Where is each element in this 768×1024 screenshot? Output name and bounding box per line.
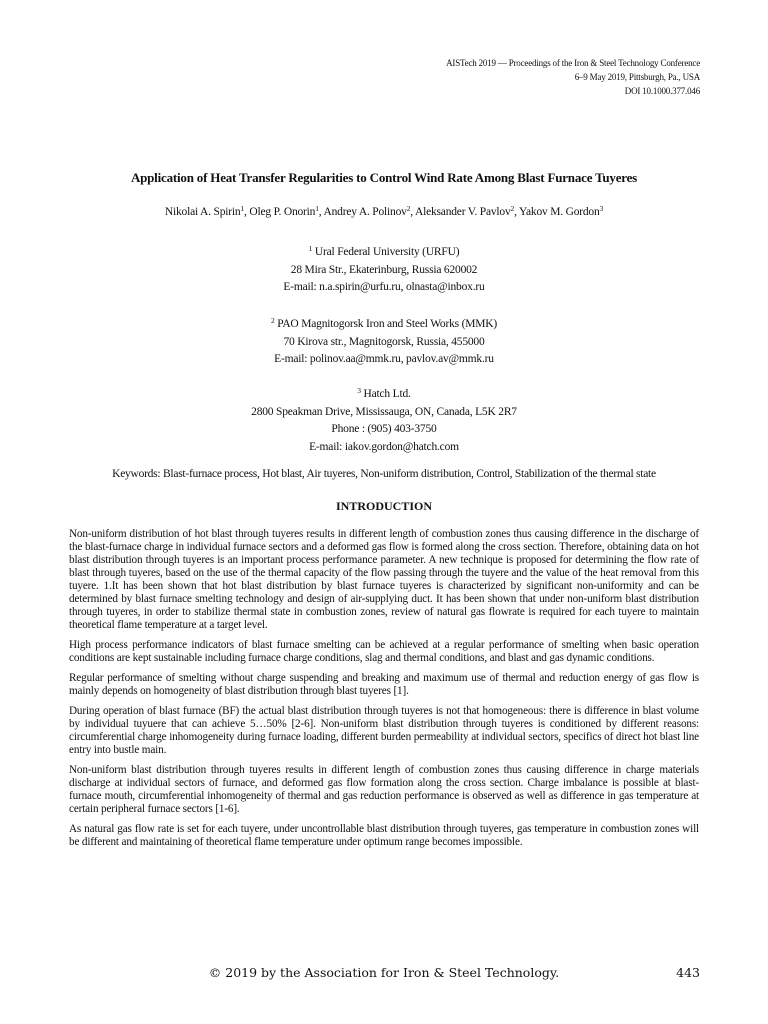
affiliation-address: 28 Mira Str., Ekaterinburg, Russia 620002 xyxy=(290,263,478,276)
paragraph: As natural gas flow rate is set for each tuyere, under uncontrollable blast distribution through tuyeres, gas temperature in combustion zones will be different and maintaining of theoretical flame temperature under optimum range becomes impossible. xyxy=(69,823,699,848)
paper-title: Application of Heat Transfer Regularities to Control Wind Rate Among Blast Furnace Tuyeres xyxy=(130,170,638,185)
paragraph: Regular performance of smelting without charge suspending and breaking and maximum use of thermal and reduction energy of gas flow is mainly depends on homogeneity of blast distribution through blast tuyeres [1]. xyxy=(69,672,699,697)
introduction-body xyxy=(69,528,699,856)
keywords: Keywords: Blast-furnace process, Hot blast, Air tuyeres, Non-uniform distribution, Control, Stabilization of the thermal state xyxy=(112,468,656,480)
affiliation-org: $^2$ PAO Magnitogorsk Iron and Steel Works (MMK) xyxy=(270,316,498,330)
conference-dates: 6–9 May 2019, Pittsburgh, Pa., USA xyxy=(574,72,700,82)
author: Yakov M. Gordon$^3$ xyxy=(519,204,604,218)
author: Nikolai A. Spirin$^1$, xyxy=(164,204,250,218)
affiliation-email: E-mail: polinov.aa@mmk.ru, pavlov.av@mmk.ru xyxy=(274,353,494,365)
paragraph: High process performance indicators of blast furnace smelting can be achieved at a regular performance of smelting when basic operation conditions are kept sustainable including furnace charge conditions, slag and thermal conditions, and blast and gas dynamic conditions. xyxy=(69,639,699,664)
section-heading-introduction: INTRODUCTION xyxy=(335,499,432,513)
affiliation-phone: Phone : (905) 403-3750 xyxy=(331,423,437,435)
conference-name: AISTech 2019 — Proceedings of the Iron & Steel Technology Conference xyxy=(446,58,700,68)
paragraph: Non-uniform distribution of hot blast through tuyeres results in different length of combustion zones thus causing difference in the discharge of the blast-furnace charge in individual furnace sectors and a deformed gas flow is formed along the cross section. Therefore, obtaining data on hot blast distribution through tuyeres is an important process performance parameter. A new technique is proposed for determining the flow rate of blast through tuyeres, based on the use of the thermal capacity of the flow passing through the tuyere and the value of the heat removal from this tuyere. 1.It has been shown that hot blast distribution by blast furnace tuyeres is characterized by significant non-uniformity and can be determined by blast furnace smelting technology and design of air-supplying duct. It has been shown that under non-uniform blast distribution through tuyeres, in order to stabilize thermal state in combustion zones, review of natural gas flowrate is required for each tuyere to maintain theoretical flame temperature at a target level. xyxy=(69,528,699,631)
author-list xyxy=(40,206,728,218)
affiliation-email: E-mail: iakov.gordon@hatch.com xyxy=(309,440,459,453)
affiliation-email: E-mail: n.a.spirin@urfu.ru, olnasta@inbox.ru xyxy=(283,281,485,293)
affiliation-1 xyxy=(40,244,728,297)
doi: DOI 10.1000.377.046 xyxy=(624,86,700,96)
affiliation-2 xyxy=(40,316,728,369)
affiliation-address: 70 Kirova str., Magnitogorsk, Russia, 455000 xyxy=(283,335,485,348)
author: Oleg P. Onorin$^1$, xyxy=(249,204,324,218)
paragraph: Non-uniform blast distribution through tuyeres results in different length of combustion zones thus causing difference in charge materials discharge at individual sectors of furnace, and deformed gas flow formation along the cross section. Charge imbalance is possible at blast-furnace mouth, circumferential inhomogeneity of thermal and gas reduction performance is observed as well as difference in gas temperature at certain peripheral furnace sectors [1-6]. xyxy=(69,764,699,815)
conference-header xyxy=(446,56,700,98)
paragraph: During operation of blast furnace (BF) the actual blast distribution through tuyeres is not that homogeneous: there is difference in blast volume by individual tuyuere that can achieve 5…50% [2-6]. Non-uniform blast distribution through tuyeres is conditioned by different reasons: circumferential charge inhomogeneity during furnace loading, different burden permeability at individual sectors, specifics of direct hot blast line entry into bustle main. xyxy=(69,705,699,756)
footer-copyright: © 2019 by the Association for Iron & Steel Technology. xyxy=(208,965,560,980)
affiliation-address: 2800 Speakman Drive, Mississauga, ON, Canada, L5K 2R7 xyxy=(251,405,517,418)
affiliation-org: $^3$ Hatch Ltd. xyxy=(357,386,411,400)
affiliation-3 xyxy=(40,386,728,456)
author: Andrey A. Polinov$^2$, xyxy=(323,204,415,218)
page-number: 443 xyxy=(676,965,700,980)
affiliation-org: $^1$ Ural Federal University (URFU) xyxy=(308,244,460,258)
author: Aleksander V. Pavlov$^2$, xyxy=(414,204,520,218)
